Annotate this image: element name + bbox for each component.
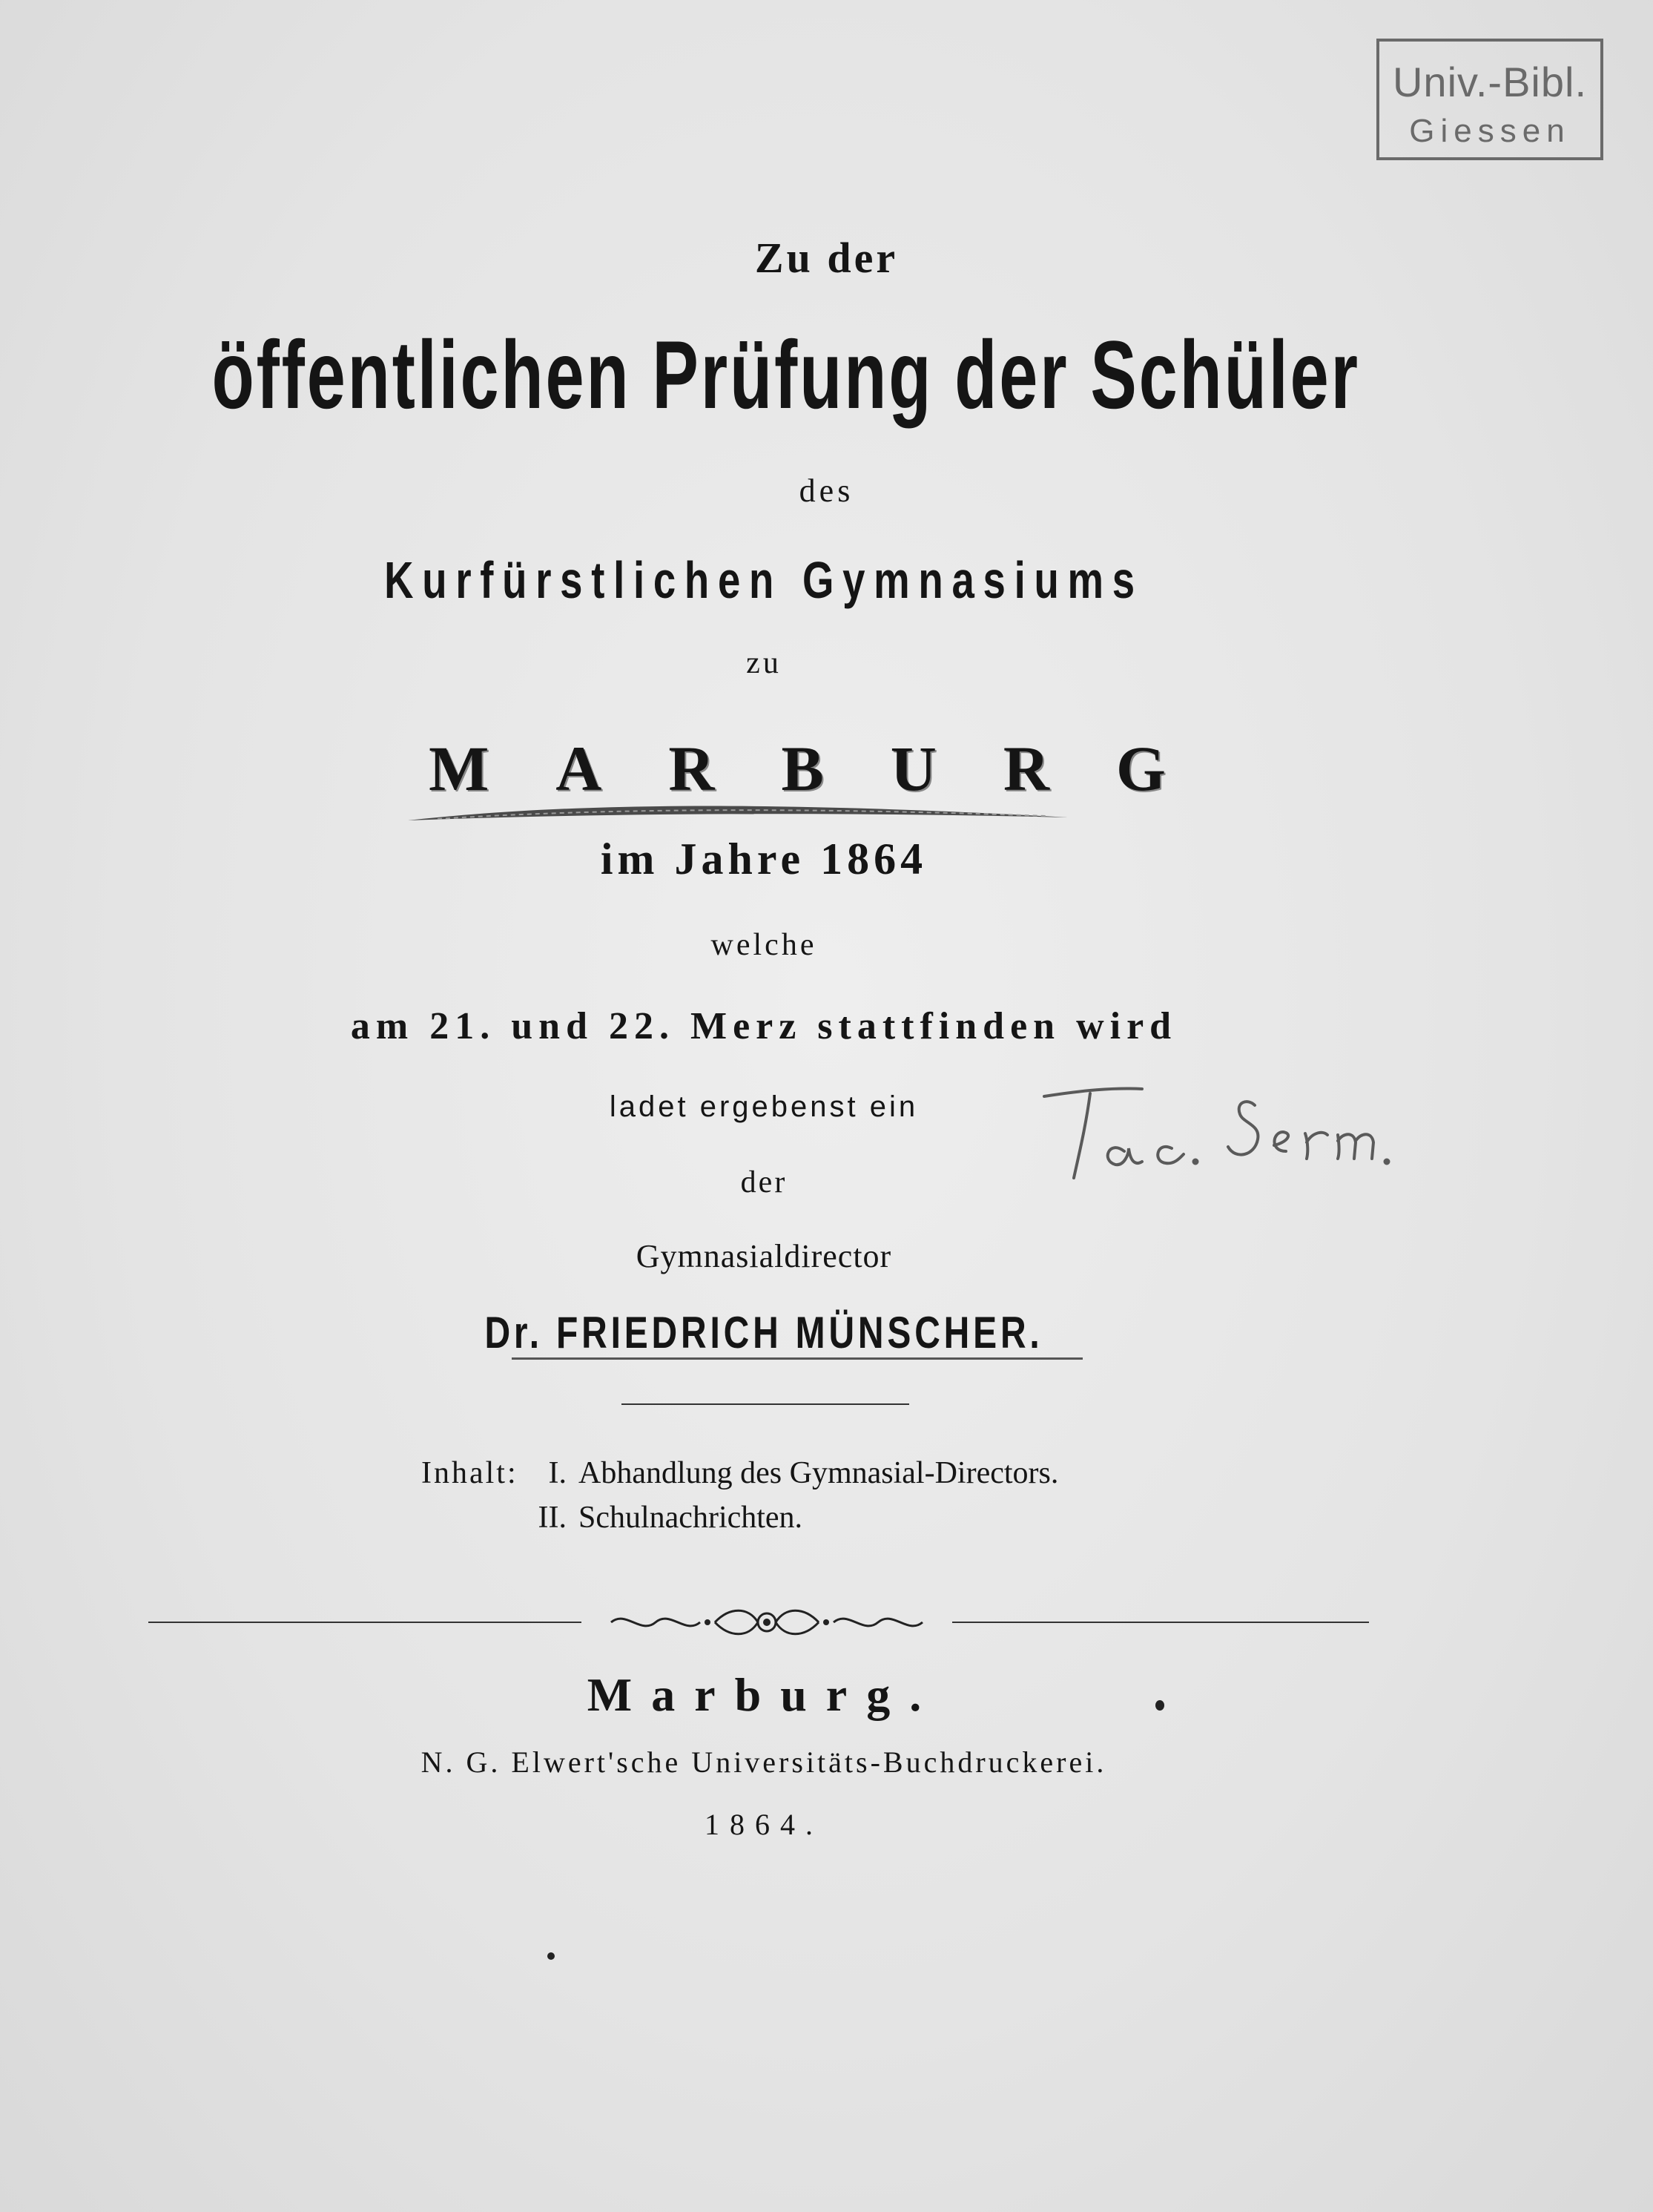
library-stamp <box>1376 39 1603 160</box>
title-line-der: der <box>740 1165 788 1199</box>
contents-number: I. <box>548 1456 567 1490</box>
date-line: am 21. und 22. Merz stattfinden wird <box>350 1005 1178 1047</box>
invitation-line: ladet ergebenst ein <box>609 1090 919 1123</box>
ornament-icon <box>604 1602 930 1642</box>
divider-rule <box>621 1403 909 1405</box>
stamp-line-2: Giessen <box>1409 113 1571 149</box>
decorative-underline <box>408 801 1068 828</box>
imprint-place: Marburg. <box>587 1668 941 1721</box>
rule-right <box>952 1622 1369 1623</box>
contents-label: Inhalt: <box>421 1456 518 1490</box>
ink-spot <box>547 1952 555 1960</box>
title-line-zu-der: Zu der <box>754 234 899 282</box>
city-name: MARBURG <box>429 733 1233 804</box>
title-line-welche: welche <box>710 928 817 962</box>
year-line: im Jahre 1864 <box>600 835 928 883</box>
title-line-des: des <box>799 473 854 509</box>
rule-left <box>148 1622 581 1623</box>
contents-number: II. <box>538 1501 567 1535</box>
main-title: öffentlichen Prüfung der Schüler <box>211 320 1360 429</box>
contents-row <box>421 1451 1058 1495</box>
contents-entry: Schulnachrichten. <box>578 1501 803 1535</box>
name-underline <box>512 1357 1083 1360</box>
imprint-printer: N. G. Elwert'sche Universitäts-Buchdruckerei. <box>420 1745 1107 1779</box>
stamp-line-1: Univ.-Bibl. <box>1392 59 1587 105</box>
contents-entry: Abhandlung des Gymnasial-Directors. <box>578 1456 1059 1490</box>
school-name: Kurfürstlichen Gymnasiums <box>384 551 1144 609</box>
title-line-zu: zu <box>746 646 782 680</box>
ink-spot <box>1155 1700 1164 1711</box>
imprint-year: 1864. <box>705 1808 823 1841</box>
contents-row <box>421 1495 1058 1540</box>
director-name: Dr. FRIEDRICH MÜNSCHER. <box>484 1308 1043 1357</box>
director-title: Gymnasialdirector <box>636 1238 892 1274</box>
handwritten-annotation <box>1038 1083 1439 1194</box>
table-of-contents <box>421 1451 1058 1540</box>
